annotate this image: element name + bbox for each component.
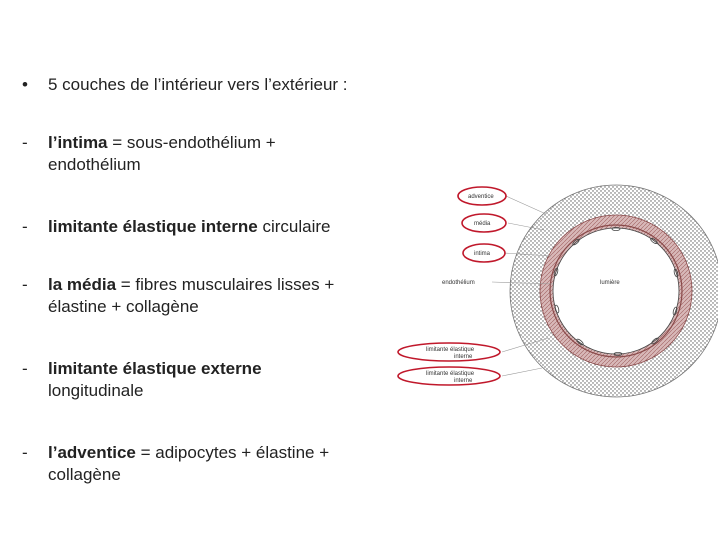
bullet-plain: longitudinale: [48, 381, 144, 400]
bullet-adventice: [22, 442, 392, 488]
bullet-plain: = fibres musculaires lisses + élastine + collagène: [48, 275, 335, 316]
bullet-marker: -: [22, 133, 28, 152]
bullet-text: [48, 216, 408, 238]
bullet-marker: •: [22, 75, 28, 94]
bullet-marker: -: [22, 359, 28, 378]
bullet-limitante-externe: [22, 358, 322, 404]
bullet-intima: [22, 132, 382, 178]
bullet-plain: = sous-endothélium + endothélium: [48, 133, 276, 174]
lumen: [553, 228, 679, 354]
bullet-marker: -: [22, 217, 28, 236]
bullet-text: [48, 74, 428, 96]
artery-diagram: [396, 178, 718, 410]
bullet-term: limitante élastique interne: [48, 217, 258, 236]
bullet-plain: 5 couches de l’intérieur vers l’extérieur :: [48, 75, 348, 94]
label-adventice: adventice: [468, 194, 494, 200]
bullet-text: [48, 442, 383, 486]
artery-diagram-svg: [396, 178, 718, 410]
label-limitante-interne-1: limitante élastique: [426, 347, 475, 353]
label-media: média: [474, 221, 491, 227]
label-endothelium: endothélium: [442, 280, 475, 286]
bullet-plain: = adipocytes + élastine + collagène: [48, 443, 330, 484]
bullet-plain: circulaire: [257, 217, 331, 236]
bullet-intro: [22, 74, 422, 98]
bullet-term: limitante élastique externe: [48, 359, 262, 378]
bullet-marker: -: [22, 443, 28, 462]
bullet-limitante-interne: [22, 216, 392, 240]
label-limitante-interne-2: interne: [454, 354, 473, 360]
label-limitante-externe-2: interne: [454, 378, 473, 384]
bullet-text: [48, 358, 310, 402]
bullet-marker: -: [22, 275, 28, 294]
bullet-term: l’intima: [48, 133, 108, 152]
bullet-media: [22, 274, 392, 320]
label-limitante-externe-1: limitante élastique: [426, 371, 475, 377]
bullet-term: la média: [48, 275, 117, 294]
bullet-text: [48, 274, 388, 318]
label-lumiere: lumière: [600, 280, 620, 286]
bullet-text: [48, 132, 348, 176]
bullet-term: l’adventice: [48, 443, 136, 462]
label-intima: intima: [474, 251, 491, 257]
